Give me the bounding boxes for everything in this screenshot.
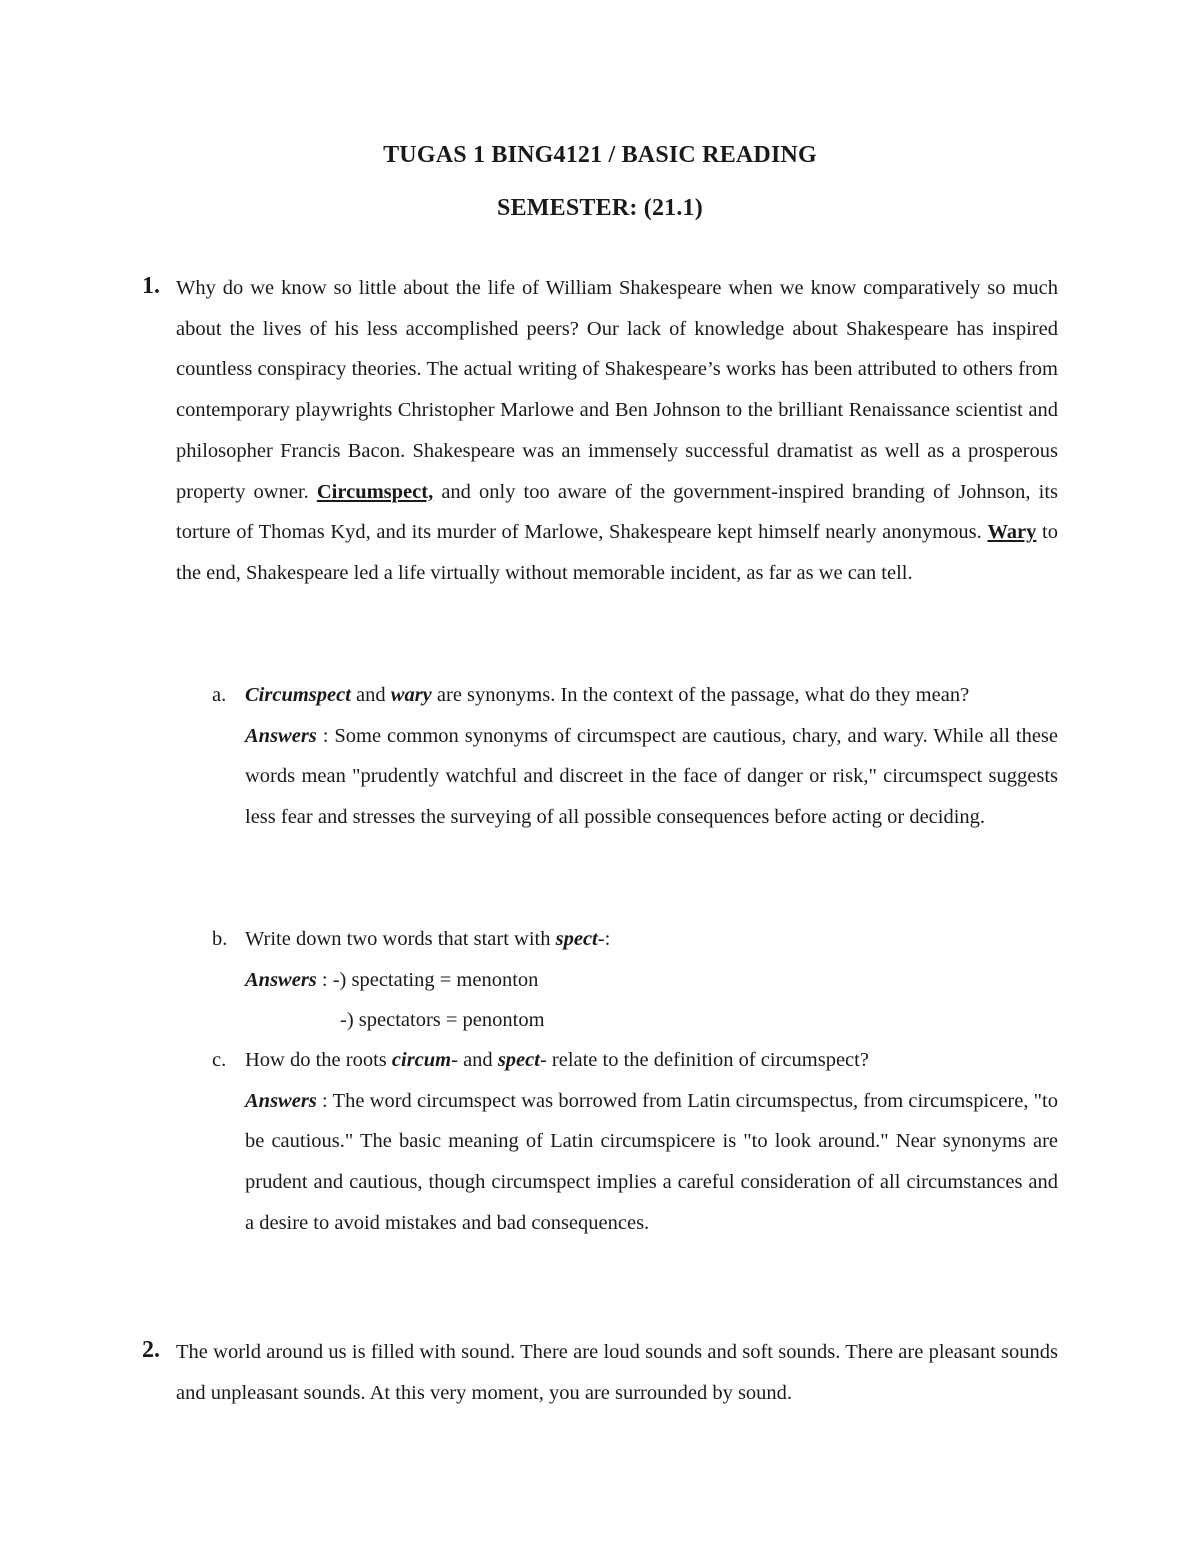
- semester-label: SEMESTER: (21.1): [497, 195, 703, 221]
- keyword-circum: circum: [391, 1049, 452, 1071]
- question-text: -:: [597, 928, 611, 950]
- question-1-number: 1.: [142, 273, 160, 299]
- question-text: How do the roots: [245, 1049, 392, 1071]
- question-text: are synonyms. In the context of the passage, what do they mean?: [431, 684, 970, 706]
- answer-text-line-2: -) spectators = penontom: [340, 1009, 545, 1032]
- answer-text: [245, 960, 1058, 1001]
- question-2-passage: The world around us is filled with sound. There are loud sounds and soft sounds. There are pleasant sounds and unpleasant sounds. At this very moment, you are surrounded by sound.: [176, 1341, 1058, 1404]
- passage-text: to the end, Shakespeare led a life virtually without memorable incident, as far as we can tell.: [176, 521, 1059, 584]
- question-1-passage: [176, 268, 1058, 594]
- passage-text: and only too aware of the government-inspired branding of Johnson, its torture of Thomas Kyd, and its murder of Marlowe, Shakespeare kept himself nearly anonymous.: [176, 480, 1058, 544]
- sub-question-text: [245, 1040, 1058, 1081]
- passage-text: Why do we know so little about the life of William Shakespeare when we know comparatively so much about the lives of his less accomplished peers? Our lack of knowledge about Shakespeare has inspired countless conspiracy theories. The actual writing of Shakespeare’s works has been attributed to others from contemporary playwrights Christopher Marlowe and Ben Johnson to the brilliant Renaissance scientist and philosopher Francis Bacon. Shakespeare was an immensely successful dramatist as well as a prosperous property owner.: [176, 277, 1058, 503]
- keyword-spect: spect: [555, 928, 598, 950]
- question-text: and: [350, 684, 391, 706]
- keyword-wary: Wary: [987, 521, 1037, 544]
- question-text: Write down two words that start with: [245, 928, 556, 950]
- sub-question-letter: b.: [212, 928, 228, 950]
- sub-question-content: [245, 919, 1058, 1041]
- answer-text: [245, 716, 1058, 838]
- question-text: - and: [451, 1049, 498, 1071]
- keyword-spect: spect: [497, 1049, 540, 1071]
- sub-question-text: [245, 675, 1058, 716]
- answer-text: [245, 1081, 1058, 1244]
- sub-question-letter: c.: [212, 1049, 227, 1071]
- question-2-number: 2.: [142, 1337, 160, 1363]
- answer-label: Answers: [245, 724, 317, 747]
- sub-question-content: [245, 675, 1058, 838]
- keyword-circumspect: Circumspect: [245, 684, 351, 706]
- sub-question-letter: a.: [212, 684, 227, 706]
- keyword-wary: wary: [390, 684, 432, 706]
- document-title: TUGAS 1 BING4121 / BASIC READING: [383, 142, 817, 168]
- sub-question-text: [245, 919, 1058, 960]
- answer-body: : Some common synonyms of circumspect are cautious, chary, and wary. While all these words mean "prudently watchful and discreet in the face of danger or risk," circumspect suggests less fear and stresses the surveying of all possible consequences before acting or deciding.: [245, 724, 1058, 829]
- sub-question-content: [245, 1040, 1058, 1244]
- answer-body: : The word circumspect was borrowed from Latin circumspectus, from circumspicere, "to be cautious." The basic meaning of Latin circumspicere is "to look around." Near synonyms are prudent and cautious, though circumspect implies a careful consideration of all circumstances and a desire to avoid mistakes and bad consequences.: [245, 1089, 1058, 1234]
- keyword-circumspect: Circumspect,: [316, 480, 434, 503]
- answer-label: Answers: [245, 1089, 317, 1112]
- question-text: - relate to the definition of circumspect?: [539, 1049, 869, 1071]
- answer-label: Answers: [245, 968, 317, 991]
- answer-body: : -) spectating = menonton: [316, 968, 539, 991]
